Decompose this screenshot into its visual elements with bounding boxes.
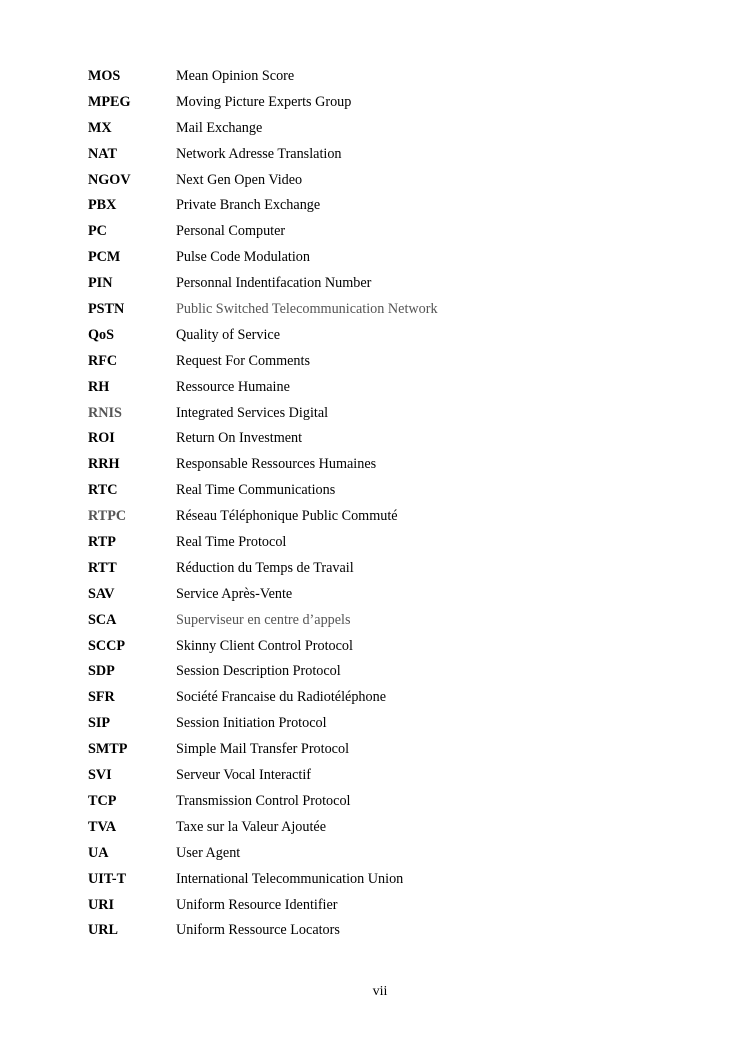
definition: Private Branch Exchange	[176, 197, 321, 214]
definition: Transmission Control Protocol	[176, 792, 351, 809]
abbreviation: NAT	[88, 145, 117, 162]
abbreviation: SCA	[88, 611, 117, 628]
list-item	[88, 765, 688, 791]
list-item	[88, 532, 688, 558]
list-item	[88, 843, 688, 869]
definition: Personal Computer	[176, 223, 286, 240]
list-item	[88, 713, 688, 739]
abbreviation: SFR	[88, 689, 115, 706]
list-item	[88, 920, 688, 946]
abbreviation: TVA	[88, 818, 117, 835]
abbreviation: RH	[88, 378, 110, 395]
definition: Integrated Services Digital	[176, 404, 329, 421]
abbreviation: PC	[88, 223, 107, 240]
definition: Quality of Service	[176, 326, 281, 343]
definition: Personnal Indentifacation Number	[176, 275, 372, 292]
definition: Moving Picture Experts Group	[176, 93, 352, 110]
list-item	[88, 118, 688, 144]
list-item	[88, 195, 688, 221]
list-item	[88, 584, 688, 610]
abbreviation: NGOV	[88, 171, 131, 188]
definition: Mean Opinion Score	[176, 68, 295, 84]
definition: Next Gen Open Video	[176, 171, 303, 188]
list-item	[88, 661, 688, 687]
definition: Return On Investment	[176, 430, 303, 447]
list-item	[88, 687, 688, 713]
abbreviation: SDP	[88, 663, 115, 680]
abbreviation: SVI	[88, 767, 112, 784]
abbreviation: UIT-T	[88, 870, 127, 887]
abbreviation: URI	[88, 896, 115, 913]
definition: Ressource Humaine	[176, 378, 290, 395]
abbreviation: QoS	[88, 326, 115, 343]
list-item	[88, 403, 688, 429]
abbreviation: URL	[88, 922, 118, 939]
list-item	[88, 299, 688, 325]
list-item	[88, 273, 688, 299]
list-item	[88, 428, 688, 454]
definition: Réseau Téléphonique Public Commuté	[176, 508, 398, 525]
abbreviation: PSTN	[88, 301, 125, 318]
abbreviation: SMTP	[88, 741, 128, 758]
list-item	[88, 791, 688, 817]
abbreviation: UA	[88, 844, 109, 861]
list-item	[88, 325, 688, 351]
definition: Public Switched Telecommunication Network	[176, 301, 438, 318]
definition: Request For Comments	[176, 352, 310, 369]
abbreviation: PBX	[88, 197, 117, 214]
definition: Responsable Ressources Humaines	[176, 456, 377, 473]
list-item	[88, 454, 688, 480]
list-item	[88, 480, 688, 506]
definition: User Agent	[176, 844, 241, 861]
list-item	[88, 221, 688, 247]
list-item	[88, 351, 688, 377]
abbreviation-list	[88, 66, 688, 946]
list-item	[88, 739, 688, 765]
list-item	[88, 66, 688, 92]
definition: Société Francaise du Radiotéléphone	[176, 689, 386, 706]
list-item	[88, 817, 688, 843]
abbreviation: RTP	[88, 534, 116, 551]
abbreviation: PCM	[88, 249, 121, 266]
abbreviation: RFC	[88, 352, 118, 369]
list-item	[88, 170, 688, 196]
definition: Uniform Ressource Locators	[176, 922, 340, 939]
definition: Mail Exchange	[176, 119, 263, 136]
definition: Taxe sur la Valeur Ajoutée	[176, 818, 327, 835]
list-item	[88, 869, 688, 895]
abbreviation: SIP	[88, 715, 111, 732]
list-item	[88, 247, 688, 273]
list-item	[88, 377, 688, 403]
abbreviation: RTPC	[88, 508, 127, 525]
list-item	[88, 636, 688, 662]
list-item	[88, 558, 688, 584]
definition: Superviseur en centre d’appels	[176, 611, 351, 628]
definition: Real Time Communications	[176, 482, 336, 499]
definition: Session Description Protocol	[176, 663, 341, 680]
definition: Service Après-Vente	[176, 585, 293, 602]
definition: Skinny Client Control Protocol	[176, 637, 353, 654]
definition: Simple Mail Transfer Protocol	[176, 741, 350, 758]
definition: Réduction du Temps de Travail	[176, 559, 354, 576]
abbreviation: MOS	[88, 68, 121, 84]
abbreviation: SCCP	[88, 637, 126, 654]
list-item	[88, 610, 688, 636]
list-item	[88, 506, 688, 532]
definition: Session Initiation Protocol	[176, 715, 327, 732]
list-item	[88, 144, 688, 170]
definition: International Telecommunication Union	[176, 870, 404, 887]
abbreviation: TCP	[88, 792, 117, 809]
list-item	[88, 895, 688, 921]
abbreviation: RTT	[88, 559, 117, 576]
abbreviation: PIN	[88, 275, 113, 292]
abbreviation: RNIS	[88, 404, 122, 421]
abbreviation: MPEG	[88, 93, 131, 110]
definition: Network Adresse Translation	[176, 145, 342, 162]
abbreviation: ROI	[88, 430, 115, 447]
definition: Serveur Vocal Interactif	[176, 767, 311, 784]
list-item	[88, 92, 688, 118]
abbreviation: RTC	[88, 482, 118, 499]
abbreviation: MX	[88, 119, 112, 136]
definition: Real Time Protocol	[176, 534, 287, 551]
abbreviation: RRH	[88, 456, 120, 473]
definition: Pulse Code Modulation	[176, 249, 310, 266]
definition: Uniform Resource Identifier	[176, 896, 338, 913]
page-number: vii	[372, 984, 388, 999]
abbreviation: SAV	[88, 585, 115, 602]
